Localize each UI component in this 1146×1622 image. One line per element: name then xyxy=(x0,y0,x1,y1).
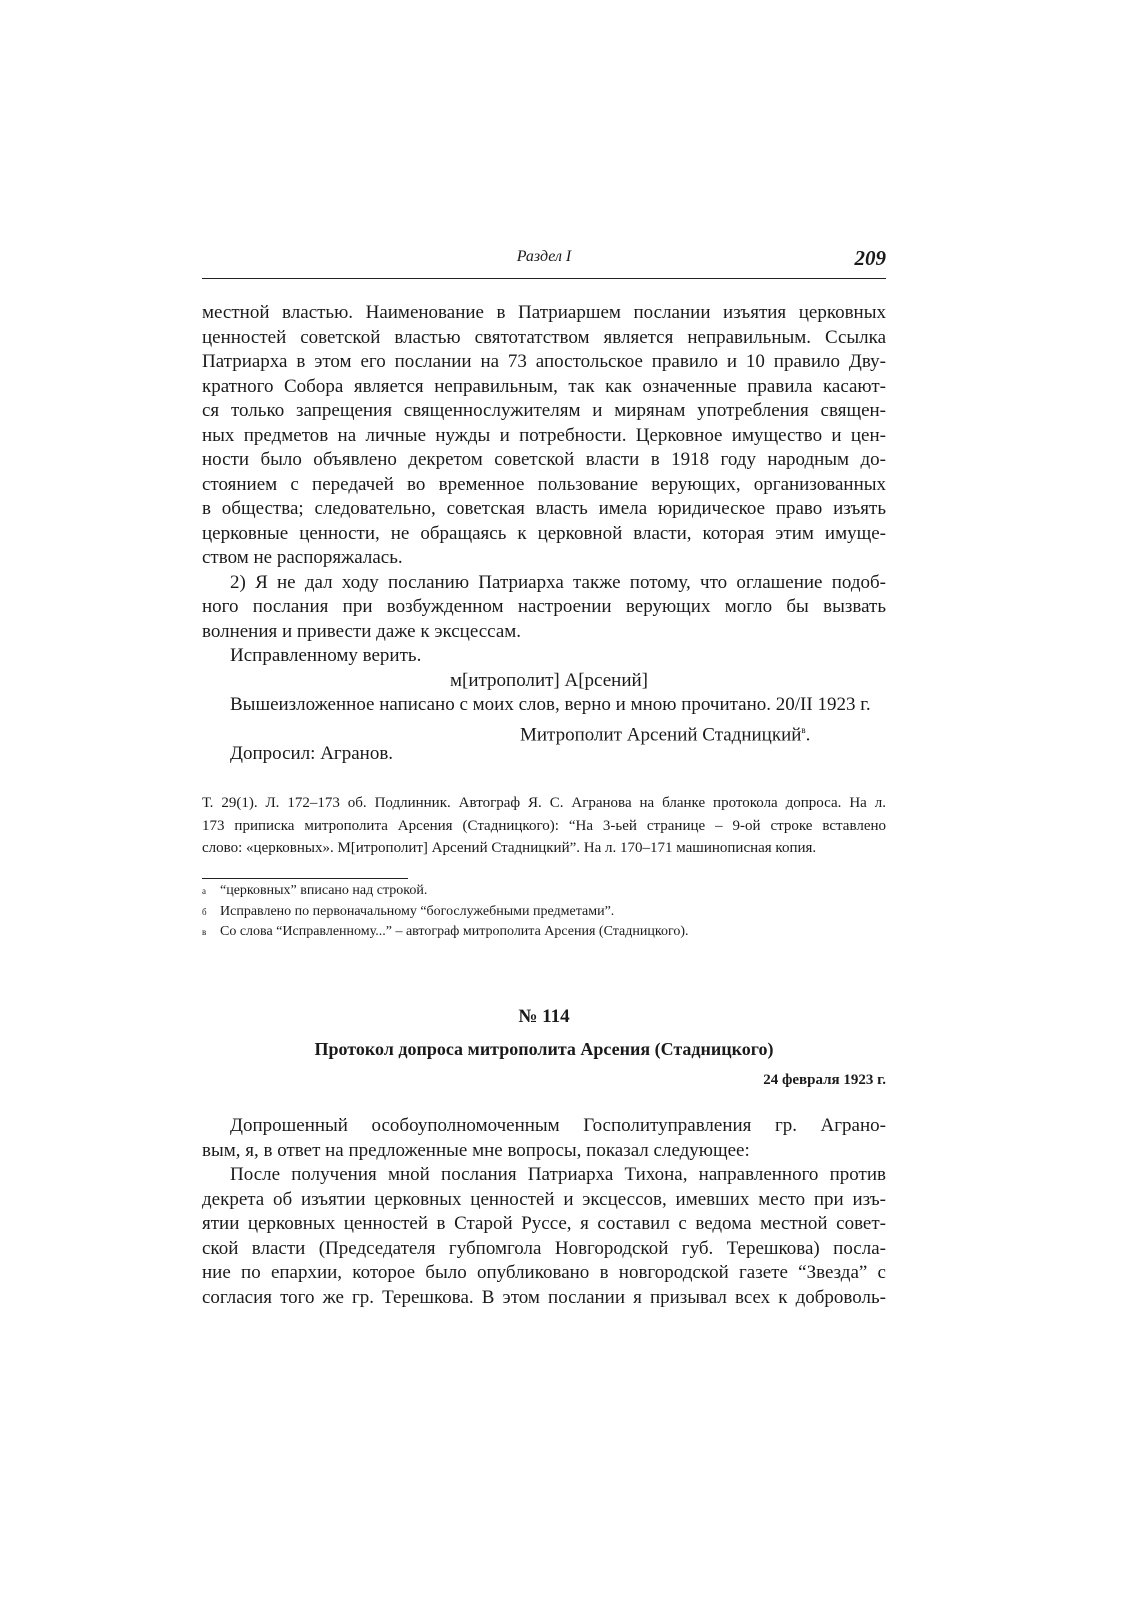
text-line: ской власти (Председателя губпомгола Новгородской губ. Терешкова) посла- xyxy=(202,1237,886,1259)
footnote-mark: в xyxy=(202,927,207,937)
document-date: 24 февраля 1923 г. xyxy=(763,1072,886,1088)
text-line: ного послания при возбужденном настроении верующих могло бы вызвать xyxy=(202,596,886,617)
text-line: Патриарха в этом его послании на 73 апостольское правило и 10 правило Дву- xyxy=(202,351,886,372)
footnote-text: Исправлено по первоначальному “богослужебными предметами”. xyxy=(220,903,615,919)
document-114-body xyxy=(202,1114,886,1310)
footnote-a xyxy=(202,881,886,902)
text-line: ся только запрещения священнослужителям и мирянам употребления священ- xyxy=(202,400,886,421)
text-line: в общества; следовательно, советская власть имела юридическое право изъять xyxy=(202,498,886,519)
text-line: 2) Я не дал ходу посланию Патриарха также потому, что оглашение подоб- xyxy=(230,571,886,593)
text-line: ятии церковных ценностей в Старой Руссе, я составил с ведома местной совет- xyxy=(202,1213,886,1234)
document-113-body xyxy=(202,301,886,767)
verify-note: Исправленному верить. xyxy=(230,645,422,666)
footnote-marker: в xyxy=(801,724,806,735)
source-line: слово: «церковных». М[итрополит] Арсений Стадницкий”. На л. 170–171 машинописная копия. xyxy=(202,840,817,856)
footnote-b xyxy=(202,902,886,923)
running-title: Раздел I xyxy=(516,248,572,265)
text-line: церковные ценности, не обращаясь к церковной власти, которая этим имуще- xyxy=(202,522,886,544)
text-line: вым, я, в ответ на предложенные мне вопросы, показал следующее: xyxy=(202,1139,750,1161)
document-number: № 114 xyxy=(518,1006,570,1027)
text-line: ством не распоряжалась. xyxy=(202,547,403,568)
written-note: Вышеизложенное написано с моих слов, верно и мною прочитано. 20/II 1923 г. xyxy=(230,694,871,715)
interrogator-note: Допросил: Агранов. xyxy=(230,743,394,764)
text-line: После получения мной послания Патриарха Тихона, направленного против xyxy=(230,1164,886,1185)
footnote-text: “церковных” вписано над строкой. xyxy=(220,883,428,898)
text-line: ние по епархии, которое было опубликовано в новгородской газете “Звезда” с xyxy=(202,1262,886,1283)
text-line: ных предметов на личные нужды и потребности. Церковное имущество и цен- xyxy=(202,424,886,446)
text-line: согласия того же гр. Терешкова. В этом послании я призывал всех к доброволь- xyxy=(202,1286,886,1308)
page-header xyxy=(202,246,886,274)
archival-source-note xyxy=(202,792,886,860)
footnote-mark: б xyxy=(202,906,207,917)
footnote-rule xyxy=(202,878,408,879)
text-line: Допрошенный особоуполномоченным Госполитуправления гр. Аграно- xyxy=(230,1115,886,1136)
text-line: ности было объявлено декретом советской власти в 1918 году народным до- xyxy=(202,449,886,470)
text-line: декрета об изъятии церковных ценностей и эксцессов, имевших место при изъ- xyxy=(202,1188,886,1210)
document-title: Протокол допроса митрополита Арсения (Стадницкого) xyxy=(314,1039,774,1059)
text-line: волнения и привести даже к эксцессам. xyxy=(202,620,522,642)
signature-text: Митрополит Арсений Стадницкий xyxy=(520,723,802,745)
page-number: 209 xyxy=(854,246,886,270)
full-signature: Митрополит Арсений Стадницкий$^в$. xyxy=(520,723,811,745)
text-line: ценностей советской властью святотатством является неправильным. Ссылка xyxy=(202,326,886,348)
footnote-text: Со слова “Исправленному...” – автограф митрополита Арсения (Стадницкого). xyxy=(220,924,689,939)
footnotes xyxy=(202,881,886,943)
source-line: 173 приписка митрополита Арсения (Стадницкого): “На 3-ьей странице – 9-ой строке вставлено xyxy=(202,817,886,834)
footnote-mark: а xyxy=(202,886,206,896)
text-line: местной властью. Наименование в Патриаршем послании изъятия церковных xyxy=(202,302,886,323)
source-line: Т. 29(1). Л. 172–173 об. Подлинник. Автограф Я. С. Агранова на бланке протокола допроса. На л. xyxy=(202,795,886,811)
header-rule xyxy=(202,278,886,279)
short-signature: м[итрополит] А[рсений] xyxy=(450,669,648,691)
text-line: стоянием с передачей во временное пользование верующих, организованных xyxy=(202,473,886,495)
text-line: кратного Собора является неправильным, так как означенные правила касают- xyxy=(202,375,886,397)
footnote-c xyxy=(202,922,886,943)
